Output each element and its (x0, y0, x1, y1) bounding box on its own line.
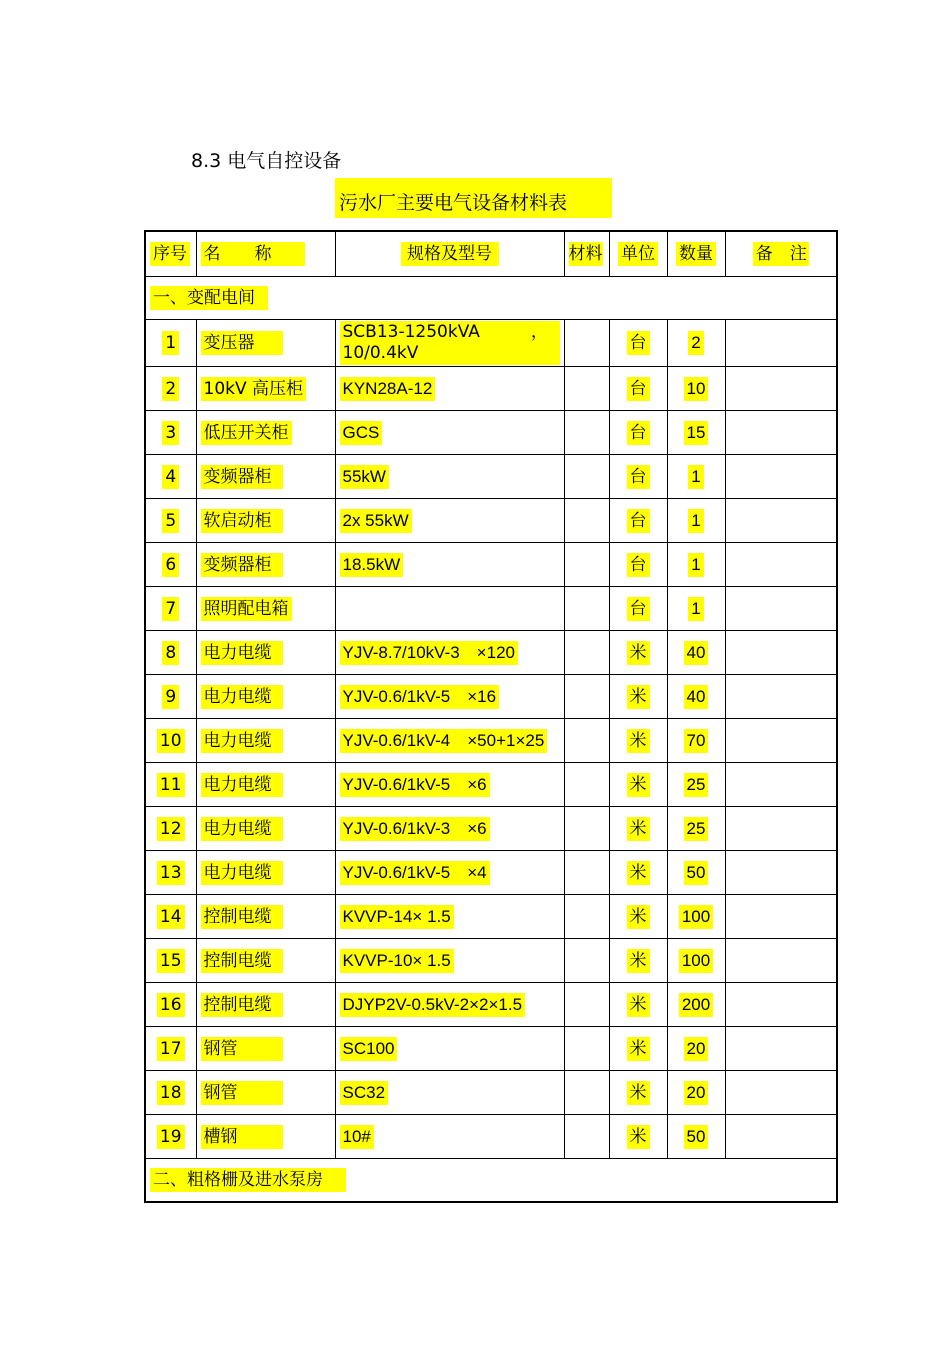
remark-cell (725, 807, 837, 851)
table-row (145, 1027, 837, 1071)
quantity-cell (667, 1115, 725, 1159)
item-unit: 台 (627, 465, 650, 489)
item-unit: 米 (627, 773, 650, 797)
item-unit: 米 (627, 1037, 650, 1061)
row-index: 4 (162, 465, 179, 489)
item-quantity: 40 (684, 685, 709, 709)
name-cell (196, 983, 335, 1027)
material-cell (564, 631, 609, 675)
name-cell (196, 587, 335, 631)
remark-cell (725, 455, 837, 499)
index-cell (145, 675, 196, 719)
material-cell (564, 851, 609, 895)
unit-cell (609, 939, 667, 983)
item-quantity: 40 (684, 641, 709, 665)
row-index: 18 (157, 1081, 185, 1105)
unit-cell (609, 1115, 667, 1159)
table-row (145, 1115, 837, 1159)
item-quantity: 70 (684, 729, 709, 753)
spec-cell (335, 675, 564, 719)
item-spec: 10# (340, 1125, 374, 1149)
row-index: 10 (157, 729, 185, 753)
spec-cell (335, 851, 564, 895)
spec-cell (335, 411, 564, 455)
item-name: 电力电缆 (201, 861, 283, 885)
header-spec: 规格及型号 (401, 242, 499, 266)
remark-cell (725, 367, 837, 411)
item-quantity: 1 (688, 597, 703, 621)
header-cell-name (196, 231, 335, 277)
name-cell (196, 895, 335, 939)
item-name: 电力电缆 (201, 641, 283, 665)
material-cell (564, 543, 609, 587)
material-cell (564, 1115, 609, 1159)
header-remark: 备 注 (753, 242, 809, 266)
name-cell (196, 499, 335, 543)
name-cell (196, 675, 335, 719)
unit-cell (609, 587, 667, 631)
index-cell (145, 1115, 196, 1159)
quantity-cell (667, 719, 725, 763)
table-title-highlight (335, 178, 612, 218)
quantity-cell (667, 411, 725, 455)
unit-cell (609, 763, 667, 807)
remark-cell (725, 587, 837, 631)
item-quantity: 1 (688, 465, 703, 489)
index-cell (145, 1071, 196, 1115)
table-row (145, 895, 837, 939)
remark-cell (725, 939, 837, 983)
header-cell-spec (335, 231, 564, 277)
name-cell (196, 411, 335, 455)
index-cell (145, 895, 196, 939)
quantity-cell (667, 895, 725, 939)
remark-cell (725, 499, 837, 543)
index-cell (145, 763, 196, 807)
table-row (145, 851, 837, 895)
header-cell-index (145, 231, 196, 277)
row-index: 5 (162, 509, 179, 533)
section-title: 二、粗格栅及进水泵房 (150, 1168, 346, 1192)
item-spec: 18.5kW (340, 553, 404, 577)
remark-cell (725, 1115, 837, 1159)
spec-cell (335, 1027, 564, 1071)
header-quantity: 数量 (676, 242, 716, 266)
item-name: 控制电缆 (201, 905, 283, 929)
table-row (145, 411, 837, 455)
material-cell (564, 1027, 609, 1071)
material-cell (564, 320, 609, 367)
section-title-cell (145, 1159, 837, 1203)
header-cell-quantity (667, 231, 725, 277)
item-quantity: 100 (679, 949, 713, 973)
material-cell (564, 675, 609, 719)
index-cell (145, 543, 196, 587)
unit-cell (609, 983, 667, 1027)
spec-cell (335, 587, 564, 631)
item-name: 电力电缆 (201, 817, 283, 841)
item-name: 10kV 高压柜 (201, 377, 307, 401)
remark-cell (725, 543, 837, 587)
row-index: 13 (157, 861, 185, 885)
section-row (145, 1159, 837, 1203)
header-row (145, 231, 837, 277)
row-index: 17 (157, 1037, 185, 1061)
spec-cell (335, 807, 564, 851)
material-cell (564, 983, 609, 1027)
item-name: 控制电缆 (201, 949, 283, 973)
quantity-cell (667, 675, 725, 719)
item-quantity: 10 (684, 377, 709, 401)
unit-cell (609, 675, 667, 719)
spec-cell (335, 1071, 564, 1115)
item-unit: 台 (627, 421, 650, 445)
table-row (145, 320, 837, 367)
item-unit: 米 (627, 685, 650, 709)
quantity-cell (667, 499, 725, 543)
remark-cell (725, 1071, 837, 1115)
item-spec: YJV-0.6/1kV-5 ×6 (340, 773, 490, 797)
material-cell (564, 719, 609, 763)
quantity-cell (667, 939, 725, 983)
table-row (145, 807, 837, 851)
row-index: 2 (162, 377, 179, 401)
spec-cell (335, 1115, 564, 1159)
header-cell-unit (609, 231, 667, 277)
header-cell-material (564, 231, 609, 277)
item-unit: 台 (627, 597, 650, 621)
row-index: 11 (157, 773, 185, 797)
index-cell (145, 983, 196, 1027)
item-spec: SC100 (340, 1037, 398, 1061)
material-cell (564, 939, 609, 983)
item-unit: 米 (627, 1081, 650, 1105)
remark-cell (725, 763, 837, 807)
materials-table (144, 230, 838, 1203)
index-cell (145, 411, 196, 455)
name-cell (196, 719, 335, 763)
table-row (145, 499, 837, 543)
index-cell (145, 1027, 196, 1071)
row-index: 15 (157, 949, 185, 973)
item-unit: 米 (627, 729, 650, 753)
item-spec: DJYP2V-0.5kV-2×2×1.5 (340, 993, 526, 1017)
material-cell (564, 411, 609, 455)
index-cell (145, 851, 196, 895)
item-name: 控制电缆 (201, 993, 283, 1017)
item-unit: 米 (627, 817, 650, 841)
unit-cell (609, 895, 667, 939)
quantity-cell (667, 1027, 725, 1071)
material-cell (564, 367, 609, 411)
item-spec: YJV-0.6/1kV-5 ×4 (340, 861, 490, 885)
item-name: 变频器柜 (201, 553, 283, 577)
item-name: 变压器 (201, 331, 283, 355)
quantity-cell (667, 983, 725, 1027)
index-cell (145, 807, 196, 851)
item-spec: KVVP-14× 1.5 (340, 905, 454, 929)
name-cell (196, 1115, 335, 1159)
section-title-cell (145, 277, 837, 320)
item-name: 变频器柜 (201, 465, 283, 489)
unit-cell (609, 719, 667, 763)
header-material: 材料 (568, 244, 603, 264)
item-unit: 台 (627, 553, 650, 577)
unit-cell (609, 320, 667, 367)
item-spec: YJV-0.6/1kV-5 ×16 (340, 685, 500, 709)
row-index: 14 (157, 905, 185, 929)
material-cell (564, 895, 609, 939)
row-index: 3 (162, 421, 179, 445)
index-cell (145, 499, 196, 543)
item-name: 电力电缆 (201, 685, 283, 709)
index-cell (145, 631, 196, 675)
item-name: 电力电缆 (201, 729, 283, 753)
item-spec: YJV-8.7/10kV-3 ×120 (340, 641, 518, 665)
quantity-cell (667, 320, 725, 367)
item-quantity: 20 (684, 1081, 709, 1105)
row-index: 7 (162, 597, 179, 621)
name-cell (196, 1071, 335, 1115)
item-spec: 55kW (340, 465, 389, 489)
quantity-cell (667, 455, 725, 499)
item-unit: 米 (627, 641, 650, 665)
material-cell (564, 807, 609, 851)
item-spec: SC32 (340, 1081, 389, 1105)
name-cell (196, 763, 335, 807)
item-quantity: 25 (684, 817, 709, 841)
table-row (145, 983, 837, 1027)
item-quantity: 50 (684, 861, 709, 885)
item-name: 电力电缆 (201, 773, 283, 797)
table-row (145, 763, 837, 807)
remark-cell (725, 983, 837, 1027)
item-unit: 台 (627, 331, 650, 355)
table-row (145, 675, 837, 719)
item-unit: 米 (627, 1125, 650, 1149)
item-name: 软启动柜 (201, 509, 283, 533)
name-cell (196, 367, 335, 411)
table-row (145, 1071, 837, 1115)
material-cell (564, 1071, 609, 1115)
material-cell (564, 499, 609, 543)
section-title: 一、变配电间 (150, 286, 268, 310)
spec-cell (335, 763, 564, 807)
unit-cell (609, 367, 667, 411)
item-name: 槽钢 (201, 1125, 283, 1149)
spec-cell (335, 719, 564, 763)
item-unit: 米 (627, 905, 650, 929)
item-name: 钢管 (201, 1037, 283, 1061)
table-row (145, 719, 837, 763)
table-row (145, 587, 837, 631)
unit-cell (609, 851, 667, 895)
material-cell (564, 587, 609, 631)
index-cell (145, 367, 196, 411)
item-name: 低压开关柜 (201, 421, 292, 445)
name-cell (196, 631, 335, 675)
row-index: 19 (157, 1125, 185, 1149)
item-spec-line1: SCB13-1250kVA ， (342, 322, 548, 342)
item-spec: KVVP-10× 1.5 (340, 949, 454, 973)
row-index: 1 (162, 331, 179, 355)
header-unit: 单位 (618, 242, 658, 266)
remark-cell (725, 675, 837, 719)
item-quantity: 15 (684, 421, 709, 445)
index-cell (145, 587, 196, 631)
item-quantity: 50 (684, 1125, 709, 1149)
remark-cell (725, 1027, 837, 1071)
row-index: 6 (162, 553, 179, 577)
unit-cell (609, 1071, 667, 1115)
spec-cell (335, 983, 564, 1027)
item-spec: GCS (340, 421, 383, 445)
unit-cell (609, 455, 667, 499)
quantity-cell (667, 543, 725, 587)
item-unit: 台 (627, 509, 650, 533)
quantity-cell (667, 763, 725, 807)
spec-cell (335, 631, 564, 675)
spec-cell (335, 499, 564, 543)
spec-cell (335, 455, 564, 499)
spec-cell (335, 320, 564, 367)
index-cell (145, 320, 196, 367)
item-spec: 2x 55kW (340, 509, 412, 533)
unit-cell (609, 411, 667, 455)
name-cell (196, 807, 335, 851)
item-quantity: 1 (688, 553, 703, 577)
item-spec: YJV-0.6/1kV-4 ×50+1×25 (340, 729, 548, 753)
header-index: 序号 (150, 242, 190, 266)
remark-cell (725, 851, 837, 895)
section-heading: 8.3 电气自控设备 (191, 150, 342, 172)
item-name: 钢管 (201, 1081, 283, 1105)
name-cell (196, 320, 335, 367)
table-row (145, 939, 837, 983)
name-cell (196, 543, 335, 587)
unit-cell (609, 631, 667, 675)
material-cell (564, 455, 609, 499)
item-unit: 台 (627, 377, 650, 401)
row-index: 9 (162, 685, 179, 709)
item-name: 照明配电箱 (201, 597, 292, 621)
item-quantity: 100 (679, 905, 713, 929)
table-row (145, 455, 837, 499)
spec-cell (335, 367, 564, 411)
name-cell (196, 939, 335, 983)
remark-cell (725, 411, 837, 455)
item-quantity: 2 (688, 331, 703, 355)
item-spec (340, 321, 560, 365)
quantity-cell (667, 631, 725, 675)
item-quantity: 25 (684, 773, 709, 797)
item-spec: YJV-0.6/1kV-3 ×6 (340, 817, 490, 841)
table-title: 污水厂主要电气设备材料表 (339, 192, 568, 214)
index-cell (145, 719, 196, 763)
spec-cell (335, 895, 564, 939)
section-row (145, 277, 837, 320)
item-spec-line2: 10/0.4kV (342, 343, 419, 363)
quantity-cell (667, 587, 725, 631)
remark-cell (725, 895, 837, 939)
header-name: 名 称 (201, 242, 305, 266)
quantity-cell (667, 807, 725, 851)
item-quantity: 200 (679, 993, 713, 1017)
unit-cell (609, 807, 667, 851)
item-unit: 米 (627, 993, 650, 1017)
quantity-cell (667, 367, 725, 411)
table-row (145, 631, 837, 675)
index-cell (145, 939, 196, 983)
table-body (145, 231, 837, 1202)
index-cell (145, 455, 196, 499)
item-quantity: 20 (684, 1037, 709, 1061)
row-index: 12 (157, 817, 185, 841)
row-index: 16 (157, 993, 185, 1017)
unit-cell (609, 543, 667, 587)
item-unit: 米 (627, 949, 650, 973)
remark-cell (725, 631, 837, 675)
name-cell (196, 851, 335, 895)
table-row (145, 367, 837, 411)
unit-cell (609, 499, 667, 543)
material-cell (564, 763, 609, 807)
header-cell-remark (725, 231, 837, 277)
name-cell (196, 1027, 335, 1071)
remark-cell (725, 320, 837, 367)
item-spec: KYN28A-12 (340, 377, 436, 401)
quantity-cell (667, 1071, 725, 1115)
table-row (145, 543, 837, 587)
item-quantity: 1 (688, 509, 703, 533)
row-index: 8 (162, 641, 179, 665)
unit-cell (609, 1027, 667, 1071)
item-unit: 米 (627, 861, 650, 885)
quantity-cell (667, 851, 725, 895)
remark-cell (725, 719, 837, 763)
spec-cell (335, 939, 564, 983)
spec-cell (335, 543, 564, 587)
name-cell (196, 455, 335, 499)
